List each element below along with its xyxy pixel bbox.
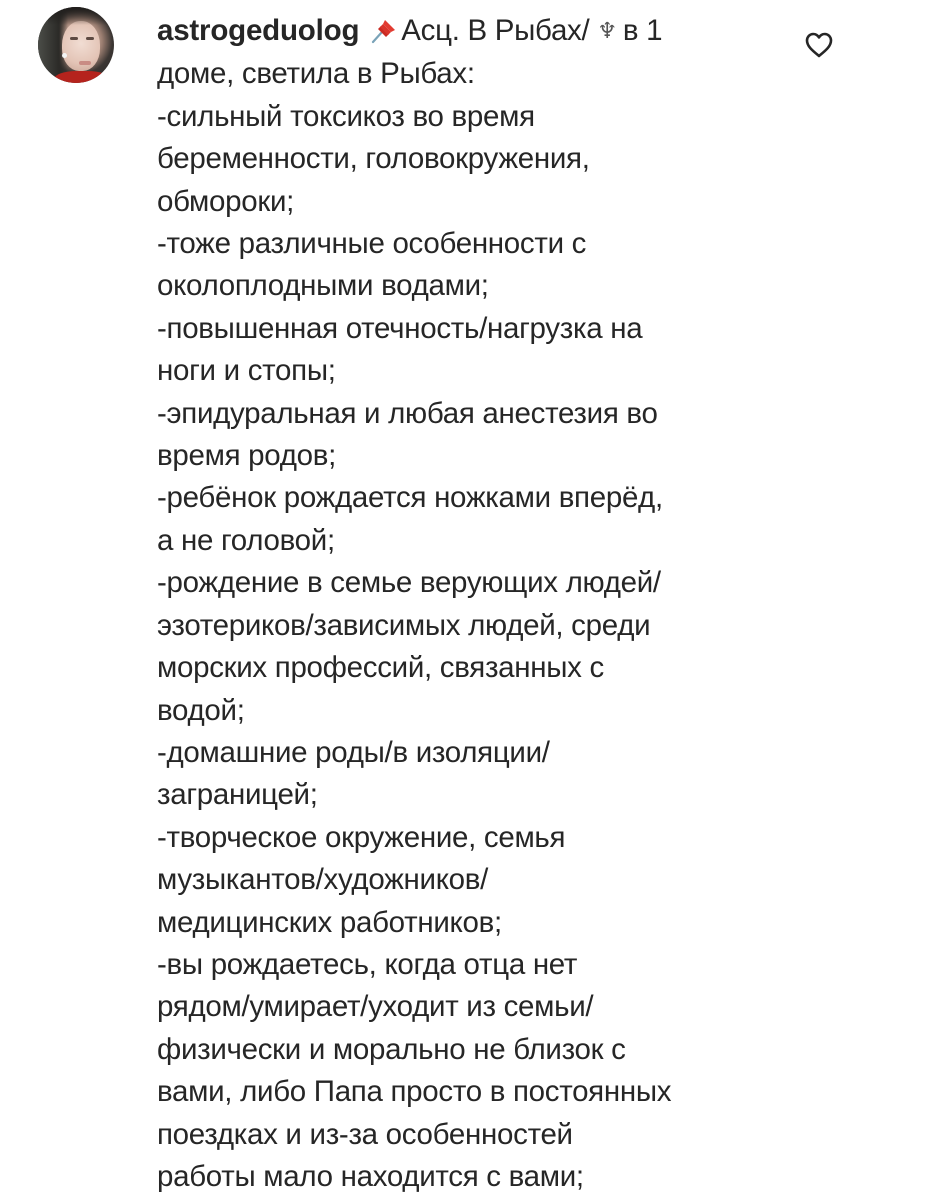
comment-line: вами, либо Папа просто в постоянных bbox=[157, 1075, 672, 1109]
pushpin-icon bbox=[369, 14, 399, 42]
ascendant-text: Асц. В Рыбах/ bbox=[401, 14, 590, 47]
comment-body bbox=[157, 10, 777, 1198]
comment-line: -вы рождаетесь, когда отца нет bbox=[157, 947, 578, 981]
comment-line: работы мало находится с вами; bbox=[157, 1159, 584, 1193]
comment-line: доме, светила в Рыбах: bbox=[157, 57, 475, 91]
comment-line: водой; bbox=[157, 693, 245, 727]
comment-line: -ребёнок рождается ножками вперёд, bbox=[157, 481, 663, 515]
comment-line: время родов; bbox=[157, 439, 336, 473]
comment-line: музыкантов/художников/ bbox=[157, 863, 489, 897]
comment-line: а не головой; bbox=[157, 523, 335, 557]
avatar[interactable] bbox=[38, 7, 114, 83]
comment-line: -повышенная отечность/нагрузка на bbox=[157, 311, 643, 345]
avatar-eye bbox=[70, 37, 78, 40]
comment-line: эзотериков/зависимых людей, среди bbox=[157, 608, 651, 642]
comment-line: -творческое окружение, семья bbox=[157, 820, 566, 854]
comment-first-line bbox=[157, 10, 777, 53]
comment-line: морских профессий, связанных с bbox=[157, 651, 604, 685]
avatar-eye bbox=[86, 37, 94, 40]
comment-line: околоплодными водами; bbox=[157, 269, 489, 303]
comment-line: заграницей; bbox=[157, 778, 318, 812]
comment-line: -тоже различные особенности с bbox=[157, 227, 587, 261]
comment-line: -сильный токсикоз во время bbox=[157, 99, 535, 133]
avatar-lips bbox=[79, 61, 91, 65]
comment-line: -домашние роды/в изоляции/ bbox=[157, 735, 550, 769]
comment-line: беременности, головокружения, bbox=[157, 142, 590, 176]
comment-line: ноги и стопы; bbox=[157, 354, 336, 388]
comment-line: физически и морально не близок с bbox=[157, 1032, 626, 1066]
avatar-hair-top bbox=[48, 7, 114, 25]
username-link[interactable]: astrogeduolog bbox=[157, 14, 360, 47]
house-text: в 1 bbox=[622, 14, 663, 47]
comment-line: -рождение в семье верующих людей/ bbox=[157, 566, 661, 600]
comment-line: -эпидуральная и любая анестезия во bbox=[157, 396, 658, 430]
comment-line: поездках и из-за особенностей bbox=[157, 1117, 573, 1151]
avatar-earring bbox=[62, 53, 67, 58]
comment-line: рядом/умирает/уходит из семьи/ bbox=[157, 990, 594, 1024]
comment-line: обмороки; bbox=[157, 184, 295, 218]
like-button[interactable] bbox=[804, 31, 834, 59]
neptune-icon: ♆ bbox=[597, 19, 617, 44]
heart-outline-icon bbox=[804, 31, 834, 59]
avatar-sweater bbox=[54, 71, 110, 83]
comment-line: медицинских работников; bbox=[157, 905, 502, 939]
